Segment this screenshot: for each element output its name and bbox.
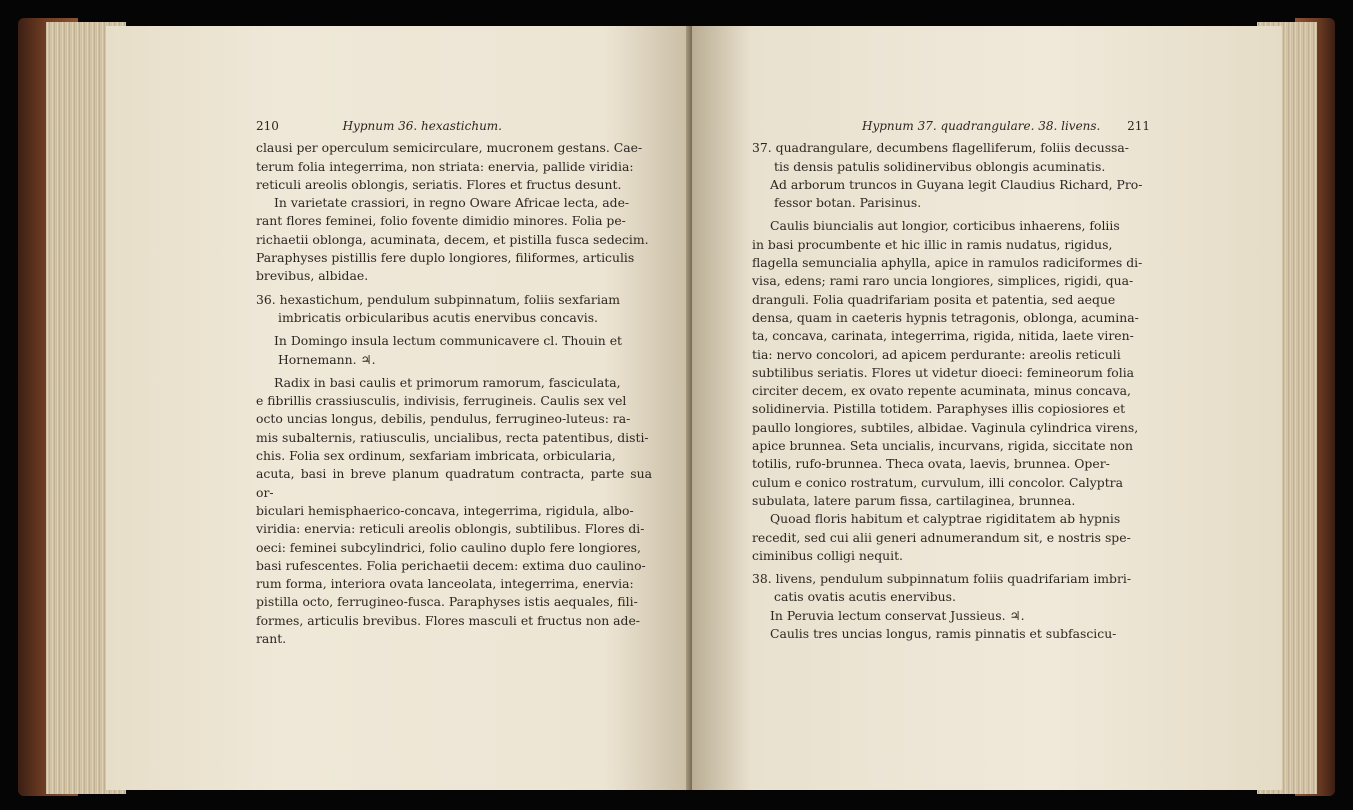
text-line: clausi per operculum semicirculare, mucronem gestans. Cae-: [256, 140, 643, 156]
text-line: Hornemann. ♃.: [278, 351, 376, 367]
right-page-header: [752, 117, 1150, 135]
text-line: acuta, basi in breve planum quadratum contracta, parte sua or-: [256, 466, 652, 500]
text-line: oeci: feminei subcylindrici, folio caulino duplo fere longiores,: [256, 539, 641, 555]
text-line: subtilibus seriatis. Flores ut videtur dioeci: femineorum folia: [752, 364, 1135, 380]
text-line: fessor botan. Parisinus.: [774, 195, 922, 211]
text-line: tia: nervo concolori, ad apicem perdurante: areolis reticuli: [752, 346, 1121, 362]
left-page-text: [256, 117, 652, 648]
text-line: circiter decem, ex ovato repente acuminata, minus concava,: [752, 383, 1131, 399]
text-line: visa, edens; rami raro uncia longiores, simplices, rigidi, qua-: [752, 273, 1134, 289]
text-line: imbricatis orbicularibus acutis enervibus concavis.: [278, 309, 598, 325]
text-line: octo uncias longus, debilis, pendulus, ferrugineo-luteus: ra-: [256, 411, 631, 427]
text-line: ta, concava, carinata, integerrima, rigida, nitida, laete viren-: [752, 328, 1134, 344]
text-line: dranguli. Folia quadrifariam posita et patentia, sed aeque: [752, 291, 1116, 307]
text-line: Quoad floris habitum et calyptrae rigiditatem ab hypnis: [770, 511, 1121, 527]
text-line: e fibrillis crassiusculis, indivisis, ferrugineis. Caulis sex vel: [256, 393, 627, 409]
text-line: totilis, rufo-brunnea. Theca ovata, laevis, brunnea. Oper-: [752, 456, 1110, 472]
text-line: pistilla octo, ferrugineo-fusca. Paraphyses istis aequales, fili-: [256, 594, 638, 610]
left-page: [106, 26, 692, 790]
left-page-header: [256, 117, 652, 135]
text-line: Caulis biuncialis aut longior, corticibus inhaerens, foliis: [770, 218, 1120, 234]
text-line: ciminibus colligi nequit.: [752, 547, 903, 563]
text-line: densa, quam in caeteris hypnis tetragonis, oblonga, acumina-: [752, 309, 1139, 325]
right-page-text: [752, 117, 1150, 643]
text-line: rant.: [256, 631, 287, 647]
text-line: chis. Folia sex ordinum, sexfariam imbricata, orbicularia,: [256, 448, 616, 464]
text-line: catis ovatis acutis enervibus.: [774, 589, 956, 605]
text-line: tis densis patulis solidinervibus oblongis acuminatis.: [774, 158, 1106, 174]
text-line: In varietate crassiori, in regno Oware Africae lecta, ade-: [274, 195, 630, 211]
right-page-number: 211: [1127, 119, 1150, 133]
text-line: rum forma, interiora ovata lanceolata, integerrima, enervia:: [256, 576, 634, 592]
text-line: biculari hemisphaerico-concava, integerrima, rigidula, albo-: [256, 502, 634, 518]
open-book: [18, 12, 1335, 802]
text-line: In Domingo insula lectum communicavere cl. Thouin et: [274, 333, 623, 349]
text-line: recedit, sed cui alii generi adnumerandum sit, e nostris spe-: [752, 529, 1131, 545]
right-page: [692, 26, 1282, 790]
text-line: in basi procumbente et hic illic in ramis nudatus, rigidus,: [752, 236, 1113, 252]
text-line: rant flores feminei, folio fovente dimidio minores. Folia pe-: [256, 213, 626, 229]
text-line: richaetii oblonga, acuminata, decem, et pistilla fusca sedecim.: [256, 231, 649, 247]
text-line: reticuli areolis oblongis, seriatis. Flores et fructus desunt.: [256, 176, 622, 192]
text-line: 37. quadrangulare, decumbens flagelliferum, foliis decussa-: [752, 140, 1129, 156]
text-line: 38. livens, pendulum subpinnatum foliis quadrifariam imbri-: [752, 571, 1132, 587]
text-line: solidinervia. Pistilla totidem. Paraphyses illis copiosiores et: [752, 401, 1126, 417]
text-line: Radix in basi caulis et primorum ramorum, fasciculata,: [274, 374, 621, 390]
text-line: terum folia integerrima, non striata: enervia, pallide viridia:: [256, 158, 634, 174]
text-line: Caulis tres uncias longus, ramis pinnatis et subfascicu-: [770, 626, 1117, 642]
text-line: subulata, latere parum fissa, cartilaginea, brunnea.: [752, 492, 1076, 508]
text-line: viridia: enervia: reticuli areolis oblongis, subtilibus. Flores di-: [256, 521, 645, 537]
text-line: In Peruvia lectum conservat Jussieus. ♃.: [770, 607, 1025, 623]
text-line: Paraphyses pistillis fere duplo longiores, filiformes, articulis: [256, 250, 635, 266]
text-line: Ad arborum truncos in Guyana legit Claudius Richard, Pro-: [770, 176, 1143, 192]
text-line: paullo longiores, subtiles, albidae. Vaginula cylindrica virens,: [752, 419, 1139, 435]
text-line: basi rufescentes. Folia perichaetii decem: extima duo caulino-: [256, 557, 646, 573]
text-line: flagella semuncialia aphylla, apice in ramulos radiciformes di-: [752, 255, 1143, 271]
text-line: mis subalternis, ratiusculis, uncialibus, recta patentibus, disti-: [256, 429, 649, 445]
text-line: formes, articulis brevibus. Flores masculi et fructus non ade-: [256, 612, 640, 628]
right-running-title: Hypnum 37. quadrangulare. 38. livens.: [862, 119, 1101, 133]
text-line: apice brunnea. Seta uncialis, incurvans, rigida, siccitate non: [752, 438, 1133, 454]
text-line: culum e conico rostratum, curvulum, illi concolor. Calyptra: [752, 474, 1123, 490]
text-line: 36. hexastichum, pendulum subpinnatum, foliis sexfariam: [256, 291, 620, 307]
text-line: brevibus, albidae.: [256, 268, 369, 284]
left-running-title: Hypnum 36. hexastichum.: [342, 119, 502, 133]
left-page-number: 210: [256, 119, 279, 133]
